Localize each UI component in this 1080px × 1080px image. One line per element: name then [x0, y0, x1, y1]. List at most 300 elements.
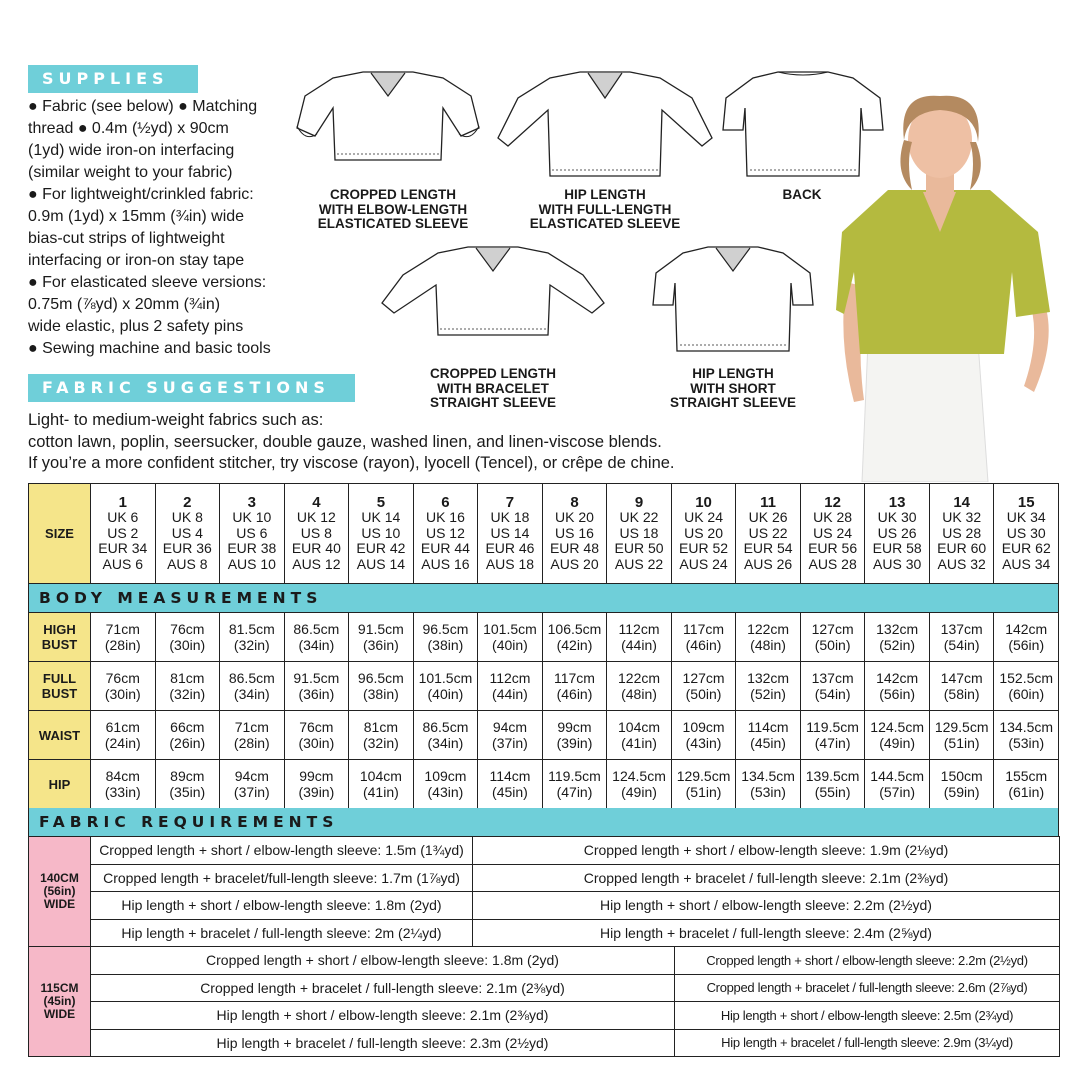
size-uk: UK 20 — [555, 509, 594, 526]
measurement-in: (26in) — [169, 735, 206, 751]
measurement-cell — [413, 613, 478, 662]
size-table — [28, 483, 1059, 584]
measurement-cm: 119.5cm — [548, 768, 601, 784]
measurement-cell — [800, 662, 865, 711]
supplies-line: interfacing or iron-on stay tape — [28, 252, 245, 269]
supplies-line: (similar weight to your fabric) — [28, 164, 233, 181]
fabric-requirement-cell: Hip length + short / elbow-length sleeve: 2.5m (2¾yd) — [675, 1002, 1060, 1030]
measurement-cell — [155, 760, 220, 809]
size-eur: EUR 56 — [808, 540, 858, 557]
size-us: US 26 — [877, 524, 917, 541]
measurement-cell — [736, 613, 801, 662]
size-eur: EUR 52 — [679, 540, 729, 557]
measurement-cm: 101.5cm — [418, 670, 473, 686]
label-back: BACK — [782, 187, 822, 202]
supplies-line: 0.75m (⅞yd) x 20mm (¾in) — [28, 296, 221, 313]
size-us: US 16 — [555, 524, 594, 541]
measurement-in: (47in) — [814, 735, 851, 751]
measurement-cm: 124.5cm — [870, 719, 924, 735]
supplies-line: ● For lightweight/crinkled fabric: — [28, 186, 254, 203]
measurement-cm: 106.5cm — [547, 621, 602, 637]
measurement-in: (32in) — [169, 686, 206, 702]
measurement-cm: 81cm — [170, 670, 205, 686]
size-eur: EUR 46 — [485, 540, 535, 557]
size-eur: EUR 54 — [743, 540, 793, 557]
measurement-in: (59in) — [943, 784, 980, 800]
body-measurements-header: BODY MEASUREMENTS — [28, 584, 1059, 612]
size-us: US 22 — [748, 524, 788, 541]
fabric-requirement-row — [29, 837, 1060, 865]
fabric-suggestion-line: If you’re a more confident stitcher, try viscose (rayon), lyocell (Tencel), or crêpe de chine. — [28, 454, 675, 472]
size-eur: EUR 40 — [291, 540, 341, 557]
measurement-in: (52in) — [879, 637, 916, 653]
measurement-cm: 71cm — [234, 719, 269, 735]
size-cell — [929, 484, 994, 584]
measurement-in: (24in) — [104, 735, 141, 751]
size-uk: UK 16 — [425, 509, 465, 526]
measurement-cell — [220, 662, 285, 711]
supplies-line: thread ● 0.4m (½yd) x 90cm — [28, 120, 229, 137]
measurement-cm: 122cm — [747, 621, 790, 637]
supplies-line: 0.9m (1yd) x 15mm (¾in) wide — [28, 208, 245, 225]
size-eur: EUR 58 — [872, 540, 922, 557]
size-uk: UK 32 — [942, 509, 982, 526]
size-us: US 2 — [107, 524, 139, 541]
measurement-cell — [478, 760, 543, 809]
size-us: US 18 — [619, 524, 659, 541]
measurement-cm: 137cm — [940, 621, 983, 637]
measurement-cm: 109cm — [682, 719, 725, 735]
measurement-in: (49in) — [621, 784, 657, 800]
size-eur: EUR 36 — [162, 540, 212, 557]
measurement-cell — [284, 711, 349, 760]
size-uk: UK 8 — [171, 509, 203, 526]
size-number: 9 — [634, 493, 644, 511]
fabric-requirement-cell: Hip length + bracelet / full-length sleeve: 2.9m (3¼yd) — [675, 1029, 1060, 1057]
measurement-cell — [671, 711, 736, 760]
size-eur: EUR 48 — [549, 540, 599, 557]
size-uk: UK 12 — [296, 509, 336, 526]
measurement-cm: 152.5cm — [999, 670, 1054, 686]
measurement-in: (36in) — [298, 686, 335, 702]
size-us: US 20 — [684, 524, 723, 541]
supplies-line: wide elastic, plus 2 safety pins — [28, 318, 244, 335]
measurement-cm: 117cm — [553, 670, 595, 686]
measurement-cm: 129.5cm — [676, 768, 731, 784]
fabric-requirement-row — [29, 974, 1060, 1002]
size-aus: AUS 14 — [356, 555, 406, 572]
size-eur: EUR 62 — [1001, 540, 1051, 557]
measurement-in: (47in) — [556, 784, 593, 800]
measurement-cell — [736, 760, 801, 809]
fabric-width-label: 140CM (56in) WIDE — [29, 837, 91, 947]
size-cell — [865, 484, 930, 584]
measurement-cell — [220, 613, 285, 662]
measurement-in: (41in) — [621, 735, 657, 751]
measurement-cm: 71cm — [105, 621, 140, 637]
fabric-requirement-cell: Hip length + bracelet / full-length sleeve: 2.3m (2½yd) — [91, 1029, 675, 1057]
size-cell — [800, 484, 865, 584]
size-uk: UK 26 — [748, 509, 788, 526]
fabric-requirement-cell: Cropped length + short / elbow-length sleeve: 1.8m (2yd) — [91, 947, 675, 975]
measurement-cell — [994, 711, 1059, 760]
measurement-in: (50in) — [814, 637, 851, 653]
measurement-cm: 99cm — [299, 768, 334, 784]
measurement-cm: 76cm — [299, 719, 334, 735]
size-number: 13 — [888, 493, 906, 511]
size-aus: AUS 10 — [227, 555, 276, 572]
measurement-cell — [994, 760, 1059, 809]
supplies-line: ● For elasticated sleeve versions: — [28, 274, 267, 291]
fabric-requirement-cell: Cropped length + bracelet / full-length sleeve: 2.1m (2⅜yd) — [473, 864, 1060, 892]
measurement-in: (37in) — [233, 784, 270, 800]
measurement-cm: 142cm — [1005, 621, 1048, 637]
fabric-requirement-row — [29, 947, 1060, 975]
measurement-in: (55in) — [814, 784, 851, 800]
measurement-cell — [284, 760, 349, 809]
size-cell — [994, 484, 1059, 584]
measurement-in: (51in) — [685, 784, 722, 800]
measurement-cm: 86.5cm — [422, 719, 469, 735]
measurement-cm: 99cm — [557, 719, 592, 735]
label-hip-full: HIP LENGTH WITH FULL-LENGTH ELASTICATED SLEEVE — [529, 187, 681, 231]
measurement-cell — [478, 662, 543, 711]
size-aus: AUS 32 — [937, 555, 986, 572]
size-cell — [607, 484, 672, 584]
size-aus: AUS 28 — [808, 555, 857, 572]
measurement-cell — [736, 662, 801, 711]
measurement-row — [29, 662, 1059, 711]
measurement-cell — [671, 662, 736, 711]
measurement-in: (54in) — [943, 637, 980, 653]
measurement-cm: 114cm — [747, 719, 789, 735]
measurement-cell — [929, 711, 994, 760]
measurement-cm: 132cm — [747, 670, 790, 686]
size-number: 14 — [953, 493, 971, 511]
measurement-cell — [220, 760, 285, 809]
measurement-cm: 114cm — [489, 768, 531, 784]
sketch-cropped-elbow — [293, 68, 483, 168]
supplies-list — [28, 96, 313, 360]
size-aus: AUS 26 — [743, 555, 793, 572]
measurement-cell — [800, 760, 865, 809]
fabric-requirement-cell: Cropped length + short / elbow-length sleeve: 1.9m (2⅛yd) — [473, 837, 1060, 865]
measurement-cell — [155, 613, 220, 662]
size-label: SIZE — [29, 484, 91, 584]
measurement-in: (53in) — [1008, 735, 1045, 751]
size-aus: AUS 24 — [679, 555, 728, 572]
measurement-cell — [155, 711, 220, 760]
measurement-cell — [607, 711, 672, 760]
size-uk: UK 6 — [107, 509, 139, 526]
measurement-in: (28in) — [104, 637, 141, 653]
measurement-in: (40in) — [427, 686, 464, 702]
size-number: 15 — [1017, 493, 1035, 511]
measurement-cell — [865, 711, 930, 760]
measurement-in: (50in) — [685, 686, 722, 702]
sketch-hip-short — [648, 243, 818, 358]
measurement-cm: 94cm — [234, 768, 269, 784]
measurement-cm: 66cm — [170, 719, 205, 735]
fabric-suggestions-header: FABRIC SUGGESTIONS — [28, 374, 355, 402]
measurement-in: (38in) — [362, 686, 399, 702]
size-cell — [349, 484, 414, 584]
measurement-row — [29, 711, 1059, 760]
measurement-cm: 91.5cm — [293, 670, 340, 686]
fabric-requirement-cell: Cropped length + short / elbow-length sleeve: 2.2m (2½yd) — [675, 947, 1060, 975]
measurement-cell — [671, 613, 736, 662]
measurement-cm: 134.5cm — [741, 768, 795, 784]
measurement-cell — [542, 711, 607, 760]
measurement-cell — [478, 613, 543, 662]
measurement-cell — [800, 711, 865, 760]
measurement-cell — [91, 613, 156, 662]
fabric-suggestion-line: Light- to medium-weight fabrics such as: — [28, 411, 324, 429]
measurement-label: HIGH BUST — [29, 613, 91, 662]
measurement-cell — [284, 662, 349, 711]
measurement-cm: 155cm — [1005, 768, 1048, 784]
measurement-cell — [929, 662, 994, 711]
measurement-cm: 84cm — [105, 768, 140, 784]
measurement-cell — [478, 711, 543, 760]
measurement-cell — [607, 760, 672, 809]
size-uk: UK 14 — [361, 509, 401, 526]
measurement-cell — [865, 760, 930, 809]
measurement-cm: 109cm — [424, 768, 467, 784]
measurement-in: (46in) — [556, 686, 593, 702]
measurement-cell — [994, 662, 1059, 711]
size-number: 5 — [376, 493, 386, 511]
measurement-cell — [413, 760, 478, 809]
measurement-cm: 86.5cm — [293, 621, 340, 637]
fabric-requirement-row — [29, 1002, 1060, 1030]
measurement-in: (36in) — [362, 637, 399, 653]
size-number: 11 — [760, 493, 776, 511]
fabric-requirement-row — [29, 892, 1060, 920]
size-aus: AUS 20 — [550, 555, 599, 572]
measurement-label: FULL BUST — [29, 662, 91, 711]
measurement-in: (38in) — [427, 637, 464, 653]
measurement-cm: 81cm — [363, 719, 398, 735]
measurement-in: (56in) — [879, 686, 916, 702]
size-us: US 24 — [813, 524, 853, 541]
measurement-in: (49in) — [879, 735, 916, 751]
measurement-in: (32in) — [362, 735, 399, 751]
measurement-cell — [91, 760, 156, 809]
measurement-label: HIP — [29, 760, 91, 809]
fabric-requirement-cell: Hip length + short / elbow-length sleeve: 1.8m (2yd) — [91, 892, 473, 920]
size-eur: EUR 60 — [937, 540, 987, 557]
fabric-requirement-cell: Hip length + short / elbow-length sleeve: 2.1m (2⅜yd) — [91, 1002, 675, 1030]
measurement-cm: 89cm — [170, 768, 205, 784]
measurement-cell — [929, 613, 994, 662]
measurement-cm: 91.5cm — [357, 621, 404, 637]
measurement-cm: 81.5cm — [228, 621, 275, 637]
size-aus: AUS 34 — [1002, 555, 1051, 572]
fabric-requirement-row — [29, 919, 1060, 947]
measurement-cell — [865, 613, 930, 662]
size-cell — [91, 484, 156, 584]
size-us: US 6 — [236, 524, 268, 541]
measurement-cm: 119.5cm — [806, 719, 859, 735]
measurement-cell — [994, 613, 1059, 662]
measurement-cm: 96.5cm — [357, 670, 404, 686]
measurement-cm: 150cm — [940, 768, 983, 784]
size-eur: EUR 42 — [356, 540, 406, 557]
size-cell — [155, 484, 220, 584]
measurement-cm: 129.5cm — [934, 719, 989, 735]
measurement-cm: 96.5cm — [422, 621, 469, 637]
measurement-cm: 117cm — [683, 621, 725, 637]
size-aus: AUS 6 — [102, 555, 143, 572]
sketch-cropped-bracelet — [378, 243, 608, 343]
measurement-cell — [413, 662, 478, 711]
size-us: US 12 — [425, 524, 465, 541]
measurement-in: (57in) — [879, 784, 916, 800]
measurement-in: (53in) — [750, 784, 786, 800]
size-cell — [671, 484, 736, 584]
measurement-cell — [413, 711, 478, 760]
size-eur: EUR 38 — [227, 540, 277, 557]
measurement-in: (54in) — [814, 686, 851, 702]
measurement-in: (48in) — [621, 686, 657, 702]
measurement-cm: 127cm — [682, 670, 725, 686]
measurement-row — [29, 760, 1059, 809]
fabric-requirement-cell: Hip length + bracelet / full-length sleeve: 2.4m (2⅝yd) — [473, 919, 1060, 947]
measurement-cm: 142cm — [876, 670, 919, 686]
measurement-in: (33in) — [104, 784, 141, 800]
measurement-cell — [542, 760, 607, 809]
measurement-in: (43in) — [685, 735, 722, 751]
size-number: 3 — [247, 493, 256, 511]
measurement-in: (48in) — [750, 637, 786, 653]
measurement-in: (34in) — [233, 686, 270, 702]
measurement-cell — [349, 711, 414, 760]
size-uk: UK 22 — [619, 509, 659, 526]
measurement-cm: 61cm — [105, 719, 140, 735]
size-uk: UK 30 — [877, 509, 917, 526]
measurement-cm: 144.5cm — [870, 768, 924, 784]
measurement-cm: 76cm — [170, 621, 205, 637]
fabric-requirement-row — [29, 1029, 1060, 1057]
measurement-in: (45in) — [750, 735, 786, 751]
measurement-in: (32in) — [233, 637, 270, 653]
supplies-line: (1yd) wide iron-on interfacing — [28, 142, 235, 159]
measurement-cell — [736, 711, 801, 760]
size-uk: UK 34 — [1006, 509, 1046, 526]
fabric-requirement-cell: Hip length + bracelet / full-length sleeve: 2m (2¼yd) — [91, 919, 473, 947]
measurement-in: (58in) — [943, 686, 980, 702]
size-us: US 28 — [942, 524, 982, 541]
measurement-cell — [284, 613, 349, 662]
size-us: US 14 — [490, 524, 530, 541]
measurement-in: (30in) — [104, 686, 141, 702]
measurement-cm: 137cm — [811, 670, 854, 686]
measurement-in: (61in) — [1008, 784, 1045, 800]
measurement-in: (28in) — [233, 735, 270, 751]
size-aus: AUS 16 — [421, 555, 470, 572]
measurement-cell — [91, 662, 156, 711]
size-number: 7 — [505, 493, 515, 511]
measurement-cm: 104cm — [618, 719, 661, 735]
size-cell — [478, 484, 543, 584]
label-cropped-bracelet: CROPPED LENGTH WITH BRACELET STRAIGHT SLEEVE — [429, 366, 556, 410]
size-us: US 4 — [171, 524, 203, 541]
measurement-in: (51in) — [943, 735, 980, 751]
measurement-in: (60in) — [1008, 686, 1045, 702]
measurement-in: (44in) — [492, 686, 528, 702]
measurement-in: (45in) — [492, 784, 528, 800]
measurement-in: (43in) — [427, 784, 464, 800]
fabric-suggestions-text — [28, 410, 788, 475]
fabric-requirement-cell: Cropped length + bracelet/full-length sleeve: 1.7m (1⅞yd) — [91, 864, 473, 892]
measurement-in: (34in) — [298, 637, 335, 653]
measurement-cm: 94cm — [492, 719, 528, 735]
measurement-in: (30in) — [298, 735, 335, 751]
measurement-in: (34in) — [427, 735, 464, 751]
measurement-cell — [542, 613, 607, 662]
measurement-cm: 132cm — [876, 621, 919, 637]
measurement-cell — [671, 760, 736, 809]
size-number: 12 — [824, 493, 841, 511]
size-uk: UK 18 — [490, 509, 530, 526]
measurement-cell — [349, 662, 414, 711]
measurement-label: WAIST — [29, 711, 91, 760]
measurement-in: (46in) — [685, 637, 722, 653]
label-hip-short: HIP LENGTH WITH SHORT STRAIGHT SLEEVE — [669, 366, 796, 410]
fabric-width-label: 115CM (45in) WIDE — [29, 947, 91, 1057]
measurement-cell — [865, 662, 930, 711]
measurement-in: (35in) — [169, 784, 206, 800]
size-cell — [284, 484, 349, 584]
measurement-cell — [91, 711, 156, 760]
size-aus: AUS 8 — [167, 555, 208, 572]
size-number: 6 — [441, 493, 450, 511]
measurement-cm: 112cm — [618, 621, 660, 637]
measurement-in: (42in) — [556, 637, 593, 653]
measurement-in: (30in) — [169, 637, 206, 653]
measurement-cm: 112cm — [489, 670, 531, 686]
size-eur: EUR 34 — [98, 540, 148, 557]
size-aus: AUS 30 — [873, 555, 922, 572]
fabric-requirements-table — [28, 836, 1060, 1057]
measurement-cell — [349, 760, 414, 809]
fabric-requirement-cell: Cropped length + bracelet / full-length sleeve: 2.1m (2⅜yd) — [91, 974, 675, 1002]
supplies-line: bias-cut strips of lightweight — [28, 230, 225, 247]
size-cell — [413, 484, 478, 584]
sketch-hip-full — [492, 68, 717, 183]
measurement-cm: 147cm — [940, 670, 983, 686]
measurement-cm: 134.5cm — [999, 719, 1054, 735]
size-eur: EUR 50 — [614, 540, 664, 557]
measurement-cell — [800, 613, 865, 662]
measurement-cell — [155, 662, 220, 711]
size-number: 8 — [570, 493, 579, 511]
measurement-in: (39in) — [556, 735, 593, 751]
measurement-cm: 124.5cm — [612, 768, 666, 784]
size-us: US 10 — [361, 524, 401, 541]
measurement-in: (56in) — [1008, 637, 1045, 653]
size-aus: AUS 18 — [485, 555, 535, 572]
measurement-cm: 101.5cm — [483, 621, 537, 637]
measurement-cm: 122cm — [618, 670, 661, 686]
size-us: US 8 — [300, 524, 332, 541]
size-number: 4 — [312, 493, 321, 511]
size-number: 1 — [118, 493, 127, 511]
measurement-cell — [542, 662, 607, 711]
measurement-cell — [349, 613, 414, 662]
size-cell — [542, 484, 607, 584]
